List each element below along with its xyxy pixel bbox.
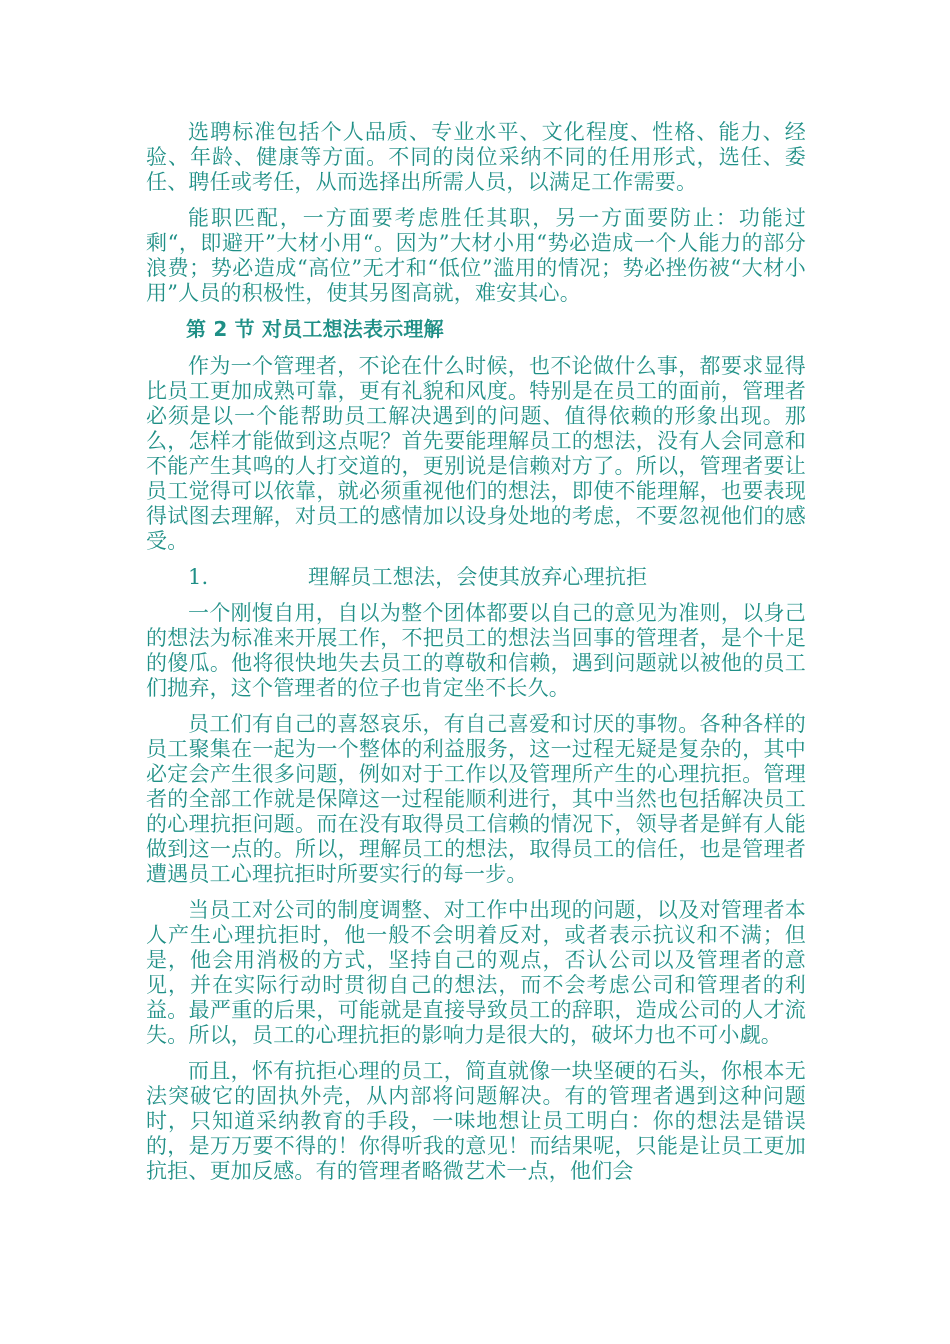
paragraph-selection-criteria: 选聘标准包括个人品质、专业水平、文化程度、性格、能力、经验、年龄、健康等方面。不同的岗位采纳不同的任用形式，选任、委任、聘任或考任，从而选择出所需人员，以满足工作需要。 [146,120,806,194]
paragraph-employee-emotions: 员工们有自己的喜怒哀乐，有自己喜爱和讨厌的事物。各种各样的员工聚集在一起为一个整体的利益服务，这一过程无疑是复杂的，其中必定会产生很多问题，例如对于工作以及管理所产生的心理抗拒。管理者的全部工作就是保障这一过程能顺利进行，其中当然也包括解决员工的心理抗拒问题。而在没有取得员工信赖的情况下，领导者是鲜有人能做到这一点的。所以，理解员工的想法，取得员工的信任，也是管理者遭遇员工心理抗拒时所要实行的每一步。 [146,712,806,886]
paragraph-resistance-effects: 当员工对公司的制度调整、对工作中出现的问题，以及对管理者本人产生心理抗拒时，他一般不会明着反对，或者表示抗议和不满；但是，他会用消极的方式，坚持自己的观点，否认公司以及管理者的意见，并在实际行动时贯彻自己的想法，而不会考虑公司和管理者的利益。最严重的后果，可能就是直接导致员工的辞职，造成公司的人才流失。所以，员工的心理抗拒的影响力是很大的，破坏力也不可小觑。 [146,898,806,1047]
list-item-text: 理解员工想法，会使其放弃心理抗拒 [308,565,648,589]
list-item-number: 1. [188,565,209,589]
paragraph-stubborn-manager: 一个刚愎自用，自以为整个团体都要以自己的意见为准则，以身己的想法为标准来开展工作，不把员工的想法当回事的管理者，是个十足的傻瓜。他将很快地失去员工的尊敬和信赖，遇到问题就以被他的员工们抛弃，这个管理者的位子也肯定坐不长久。 [146,601,806,700]
paragraph-job-matching: 能职匹配，一方面要考虑胜任其职，另一方面要防止：功能过剩“，即避开”大材小用“。因为”大材小用“势必造成一个人能力的部分浪费；势必造成“高位”无才和“低位”滥用的情况；势必挫伤被“大材小用”人员的积极性，使其另图高就，难安其心。 [146,206,806,305]
paragraph-resistant-employee: 而且，怀有抗拒心理的员工，简直就像一块坚硬的石头，你根本无法突破它的固执外壳，从内部将问题解决。有的管理者遇到这种问题时，只知道采纳教育的手段，一味地想让员工明白：你的想法是错误的，是万万要不得的！你得听我的意见！而结果呢，只能是让员工更加抗拒、更加反感。有的管理者略微艺术一点，他们会 [146,1059,806,1183]
paragraph-intro: 作为一个管理者，不论在什么时候，也不论做什么事，都要求显得比员工更加成熟可靠，更有礼貌和风度。特别是在员工的面前，管理者必须是以一个能帮助员工解决遇到的问题、值得依赖的形象出现。那么，怎样才能做到这点呢？首先要能理解员工的想法，没有人会同意和不能产生其鸣的人打交道的，更别说是信赖对方了。所以，管理者要让员工觉得可以依靠，就必须重视他们的想法，即使不能理解，也要表现得试图去理解，对员工的感情加以设身处地的考虑，不要忽视他们的感受。 [146,354,806,553]
numbered-list-item [146,565,806,590]
document-page [146,120,806,1195]
section-heading: 第 2 节 对员工想法表示理解 [186,317,444,341]
